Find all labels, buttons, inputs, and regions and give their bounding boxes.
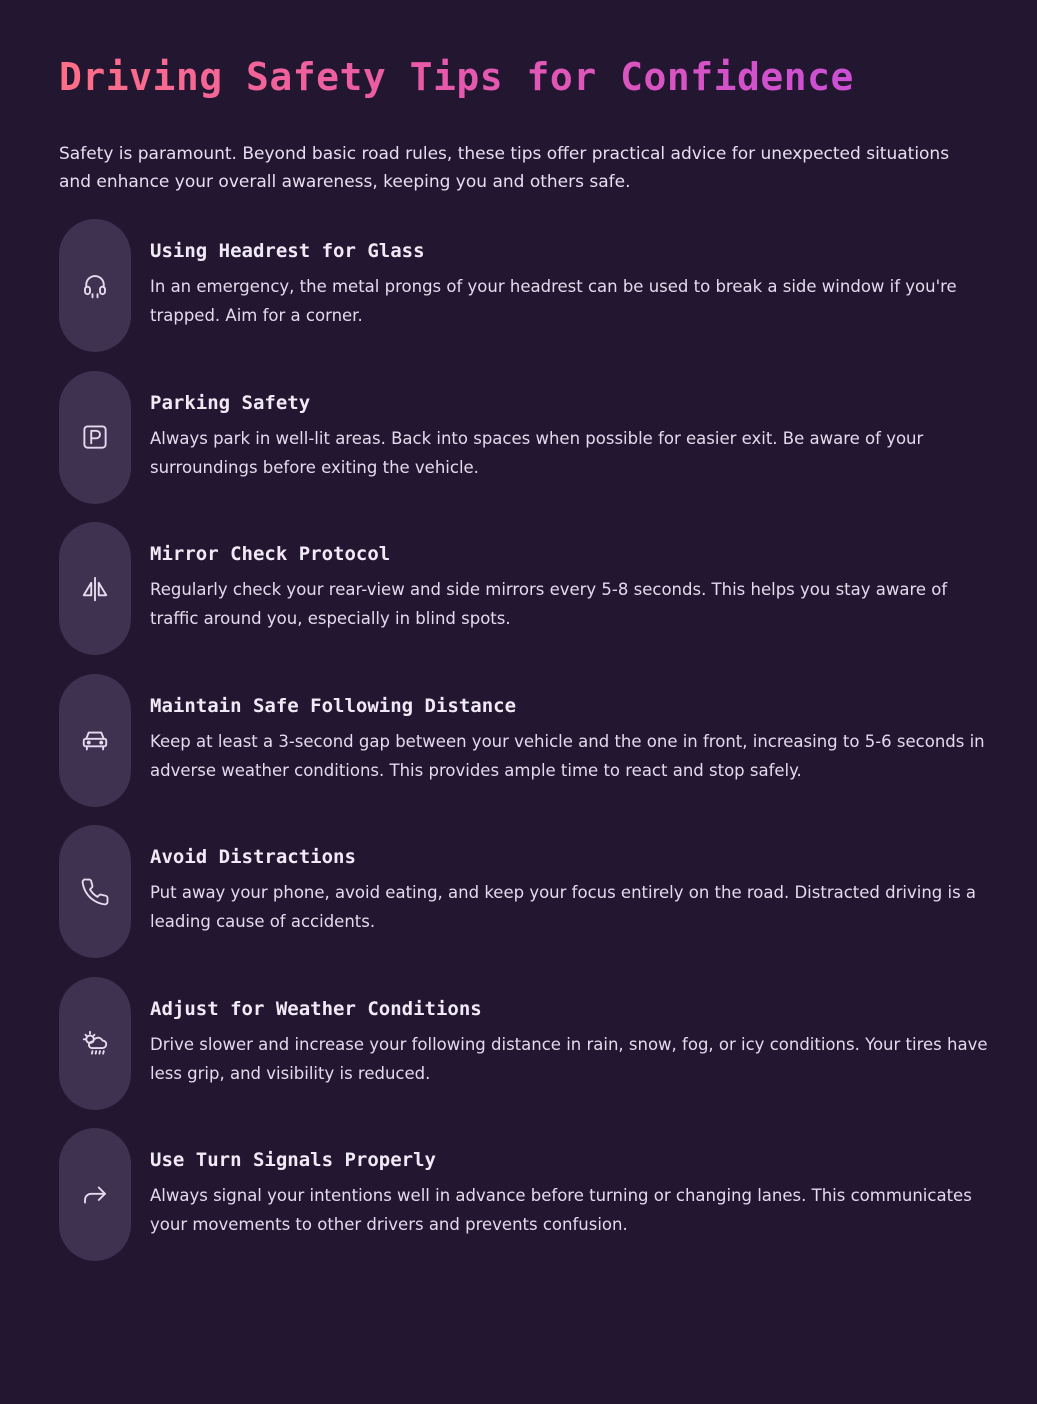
icon-pill — [59, 825, 131, 958]
icon-pill — [59, 977, 131, 1110]
tip-item — [59, 219, 989, 352]
icon-pill — [59, 1128, 131, 1261]
tip-title: Mirror Check Protocol — [150, 543, 391, 565]
tip-item — [59, 371, 989, 504]
tip-description: Always park in well-lit areas. Back into spaces when possible for easier exit. Be aware of your surroundings before exiting the vehicle. — [150, 428, 924, 477]
tip-description: Keep at least a 3-second gap between your vehicle and the one in front, increasing to 5-6 seconds in adverse weather conditions. This provides ample time to react and stop safely. — [150, 731, 985, 780]
tip-item — [59, 1128, 989, 1261]
page-title: Driving Safety Tips for Confidence — [59, 52, 854, 102]
mirror-icon — [80, 574, 110, 604]
headrest-icon — [80, 271, 110, 301]
tip-title: Adjust for Weather Conditions — [150, 997, 482, 1020]
tip-title: Avoid Distractions — [150, 846, 356, 868]
intro-text: Safety is paramount. Beyond basic road rules, these tips offer practical advice for unexpected situations and enhance your overall awareness, keeping you and others safe. — [59, 144, 950, 192]
tip-item — [59, 522, 989, 655]
tip-description: Always signal your intentions well in advance before turning or changing lanes. This communicates your movements to other drivers and prevents confusion. — [150, 1186, 972, 1234]
tip-title: Maintain Safe Following Distance — [150, 694, 517, 717]
tip-description: Drive slower and increase your following distance in rain, snow, fog, or icy conditions. Your tires have less grip, and visibility is reduced. — [150, 1034, 988, 1083]
tip-description: Regularly check your rear-view and side mirrors every 5-8 seconds. This helps you stay aware of traffic around you, especially in blind spots. — [150, 580, 948, 628]
icon-pill — [59, 219, 131, 352]
tip-item — [59, 977, 989, 1110]
parking-icon — [80, 422, 110, 452]
tips-list — [59, 219, 989, 1280]
phone-icon — [80, 877, 110, 907]
tip-title: Using Headrest for Glass — [150, 240, 425, 262]
tip-title: Parking Safety — [150, 391, 311, 414]
tip-description: Put away your phone, avoid eating, and keep your focus entirely on the road. Distracted driving is a leading cause of accidents. — [150, 883, 977, 931]
tip-item — [59, 825, 989, 958]
tip-description: In an emergency, the metal prongs of your headrest can be used to break a side window if you're trapped. Aim for a corner. — [150, 277, 957, 325]
icon-pill — [59, 674, 131, 807]
icon-pill — [59, 522, 131, 655]
icon-pill — [59, 371, 131, 504]
turn-signal-icon — [80, 1180, 110, 1210]
tip-title: Use Turn Signals Properly — [150, 1149, 436, 1171]
car-icon — [80, 725, 110, 755]
tip-item — [59, 674, 989, 807]
weather-icon — [80, 1028, 110, 1058]
